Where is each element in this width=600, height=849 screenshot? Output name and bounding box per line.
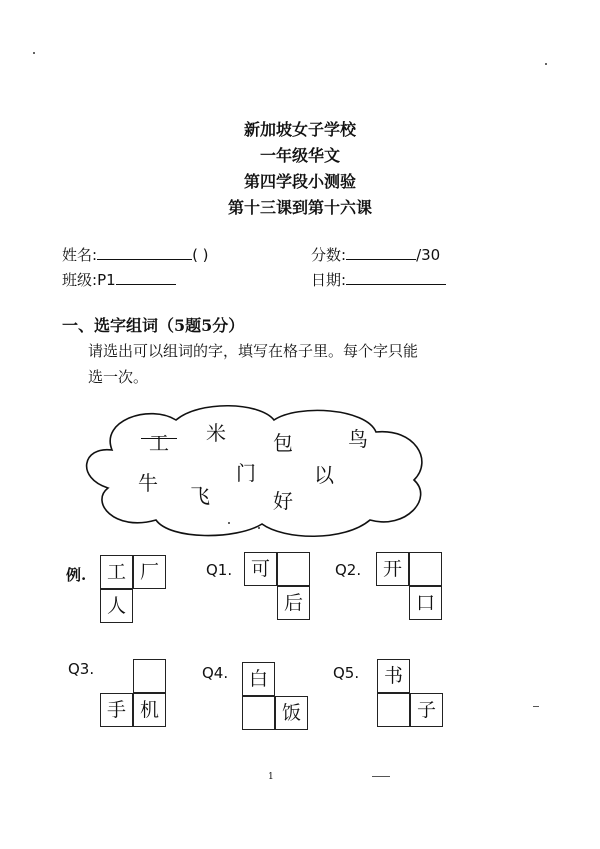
cloud-char-hao: 好 <box>273 489 293 513</box>
score-blank <box>346 245 416 260</box>
strikethrough-mark <box>141 438 177 439</box>
example-cell-top-right: 厂 <box>133 555 166 589</box>
q2-answer-cell[interactable] <box>409 552 442 586</box>
example-label: 例. <box>66 566 87 584</box>
date-field <box>311 269 446 290</box>
q3-cell-bottom-left: 手 <box>100 693 133 727</box>
q3-cell-bottom-right: 机 <box>133 693 166 727</box>
cloud-char-gong: 工 <box>149 431 169 455</box>
class-label: 班级: <box>62 271 98 289</box>
scan-mark <box>533 706 539 707</box>
date-blank <box>346 270 446 285</box>
instruction-line-1: 请选出可以组词的字，填写在格子里。每个字只能 <box>88 342 419 360</box>
instruction-line-2: 选一次。 <box>88 368 149 386</box>
cloud-char-mi: 米 <box>206 421 226 445</box>
q2-cell-bottom-right: 口 <box>409 586 442 620</box>
quiz-name: 第四学段小测验 <box>243 172 356 191</box>
cloud-char-fei: 飞 <box>190 484 210 508</box>
page-number: 1 <box>268 772 274 782</box>
name-blank <box>97 245 192 260</box>
cloud-char-niu: 牛 <box>138 471 158 495</box>
section-title: 一、选字组词（5题5分） <box>62 316 245 335</box>
scan-speck <box>258 527 260 529</box>
q1-label: Q1. <box>206 561 233 579</box>
q3-answer-cell[interactable] <box>133 659 166 693</box>
q3-label: Q3. <box>68 660 95 678</box>
class-value: P1 <box>97 271 116 289</box>
scan-mark <box>372 776 390 777</box>
q5-label: Q5. <box>333 664 360 682</box>
q5-cell-top-left: 书 <box>377 659 410 693</box>
name-field <box>62 244 209 265</box>
class-blank <box>116 270 176 285</box>
score-label: 分数: <box>311 246 347 264</box>
q4-cell-top-left: 白 <box>242 662 275 696</box>
q5-cell-bottom-right: 子 <box>410 693 443 727</box>
class-field <box>62 269 176 290</box>
q1-cell-bottom-right: 后 <box>277 586 310 620</box>
scan-speck <box>545 63 547 65</box>
example-cell-top-left: 工 <box>100 555 133 589</box>
course-name: 一年级华文 <box>259 146 340 165</box>
q1-cell-top-left: 可 <box>244 552 277 586</box>
score-field <box>311 244 440 265</box>
index-paren: ( ) <box>192 246 209 264</box>
q2-label: Q2. <box>335 561 362 579</box>
name-label: 姓名: <box>62 246 98 264</box>
q4-answer-cell[interactable] <box>242 696 275 730</box>
q4-label: Q4. <box>202 664 229 682</box>
scan-speck <box>228 522 230 524</box>
q2-cell-top-left: 开 <box>376 552 409 586</box>
cloud-char-men: 门 <box>236 461 256 485</box>
q1-answer-cell[interactable] <box>277 552 310 586</box>
scan-speck <box>33 52 35 54</box>
q4-cell-bottom-right: 饭 <box>275 696 308 730</box>
cloud-char-yi: 以 <box>314 463 334 487</box>
q5-answer-cell[interactable] <box>377 693 410 727</box>
example-cell-bottom-left: 人 <box>100 589 133 623</box>
date-label: 日期: <box>311 271 347 289</box>
school-name: 新加坡女子学校 <box>243 120 356 139</box>
cloud-char-bao: 包 <box>273 431 293 455</box>
lessons-range: 第十三课到第十六课 <box>227 198 372 217</box>
score-total: /30 <box>416 246 441 264</box>
cloud-char-niao: 鸟 <box>348 427 368 451</box>
